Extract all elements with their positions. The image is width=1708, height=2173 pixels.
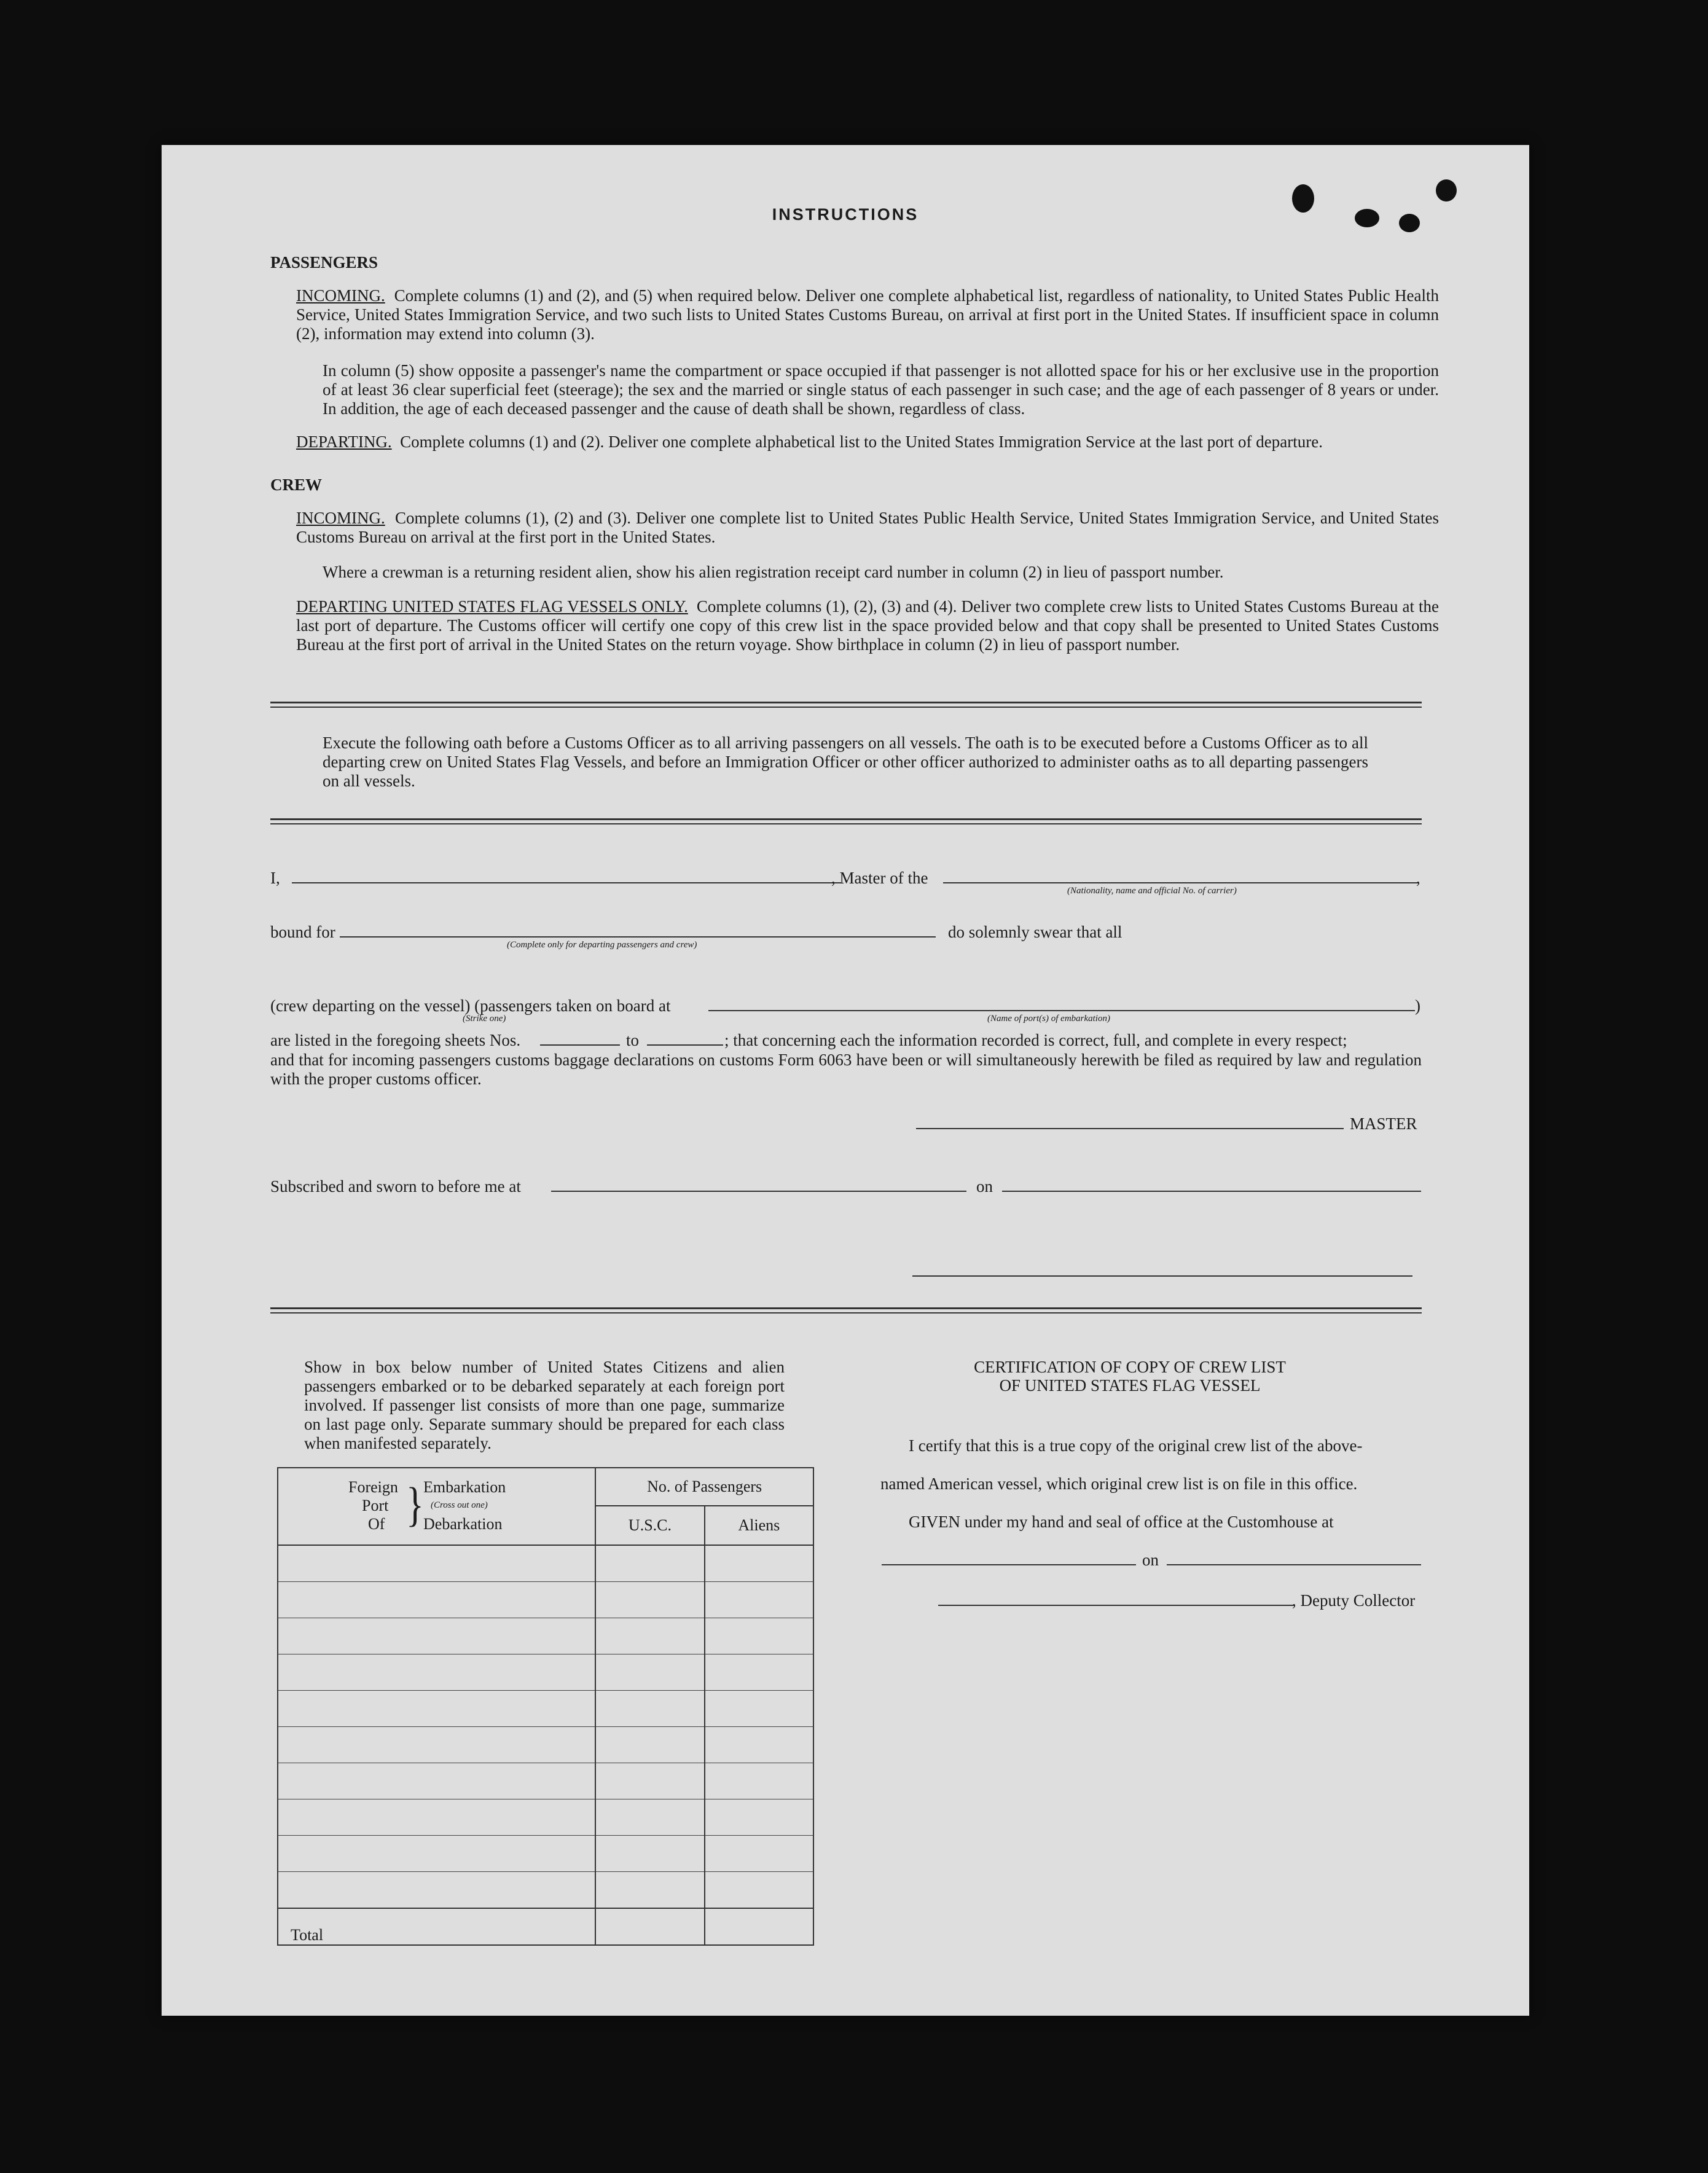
aliens-cell[interactable]	[705, 1763, 813, 1799]
passengers-departing	[296, 433, 1439, 452]
crew-incoming-label: INCOMING.	[296, 509, 385, 527]
crew-incoming-text: Complete columns (1), (2) and (3). Deliver one complete list to United States Public Health Service, United States Immigration Service, and United States Customs Bureau on arrival at the first port in the United States.	[296, 509, 1440, 546]
deputy-signature-line[interactable]	[938, 1605, 1293, 1606]
certification-heading-2: OF UNITED STATES FLAG VESSEL	[999, 1376, 1261, 1395]
master-signature-line[interactable]	[916, 1128, 1344, 1129]
divider	[270, 707, 1422, 708]
aliens-total-cell[interactable]	[705, 1908, 813, 1945]
aliens-cell[interactable]	[705, 1545, 813, 1582]
divider	[270, 1312, 1422, 1314]
passengers-column5: In column (5) show opposite a passenger's name the compartment or space occupied if that passenger is not allotted space for his or her exclusive use in the proportion of at least 36 clear superficial feet (steerage); the sex and the married or single status of each passenger in such case; and the age of each passenger of 8 years or under. In addition, the age of each deceased passenger and the cause of death shall be shown, regardless of class.	[323, 361, 1439, 418]
port-label: Port	[362, 1497, 389, 1514]
oath-comma: ,	[1416, 869, 1420, 887]
master-label: MASTER	[1350, 1114, 1417, 1133]
brace-icon: }	[406, 1478, 424, 1531]
port-cell[interactable]	[278, 1727, 595, 1763]
usc-cell[interactable]	[595, 1872, 704, 1909]
crew-departing	[296, 597, 1439, 654]
sworn-place-line[interactable]	[551, 1191, 966, 1192]
certification-line-3: GIVEN under my hand and seal of office at the Customhouse at	[909, 1513, 1334, 1531]
cross-out-note: (Cross out one)	[431, 1500, 488, 1510]
crew-heading: CREW	[270, 476, 323, 494]
ports-line[interactable]	[708, 1010, 1415, 1011]
customhouse-line[interactable]	[882, 1564, 1136, 1565]
usc-cell[interactable]	[595, 1654, 704, 1691]
ports-note: (Name of port(s) of embarkation)	[987, 1014, 1110, 1024]
usc-cell[interactable]	[595, 1763, 704, 1799]
divider	[270, 818, 1422, 820]
crew-departing-text: Complete columns (1), (2), (3) and (4). Deliver two complete crew lists to United States Customs Bureau at the last port of departure. The Customs officer will certify one copy of this crew list in the space provided below and that copy shall be presented to United States Customs Bureau at the first port of arrival in the United States on the return voyage. Show birthplace in column (2) in lieu of passport number.	[296, 597, 1439, 654]
usc-cell[interactable]	[595, 1582, 704, 1618]
oath-listed-to: to	[626, 1031, 640, 1049]
certification-line-1: I certify that this is a true copy of the original crew list of the above-	[909, 1436, 1363, 1455]
foreign-label: Foreign	[348, 1478, 398, 1496]
port-cell[interactable]	[278, 1872, 595, 1909]
port-cell[interactable]	[278, 1691, 595, 1727]
page-title: INSTRUCTIONS	[772, 205, 919, 224]
sheet-from-line[interactable]	[540, 1044, 620, 1046]
aliens-cell[interactable]	[705, 1691, 813, 1727]
oath-close-paren: )	[1415, 996, 1420, 1015]
port-cell[interactable]	[278, 1582, 595, 1618]
oath-i: I,	[270, 869, 280, 887]
oath-swear: do solemnly swear that all	[948, 923, 1122, 941]
oath-intro: Execute the following oath before a Customs Officer as to all arriving passengers on all vessels. The oath is to be executed before a Customs Officer as to all departing crew on United States Flag Vessels, and before an Immigration Officer or other officer authorized to administer oaths as to all departing passengers on all vessels.	[323, 734, 1368, 790]
certification-date-line[interactable]	[1167, 1564, 1421, 1565]
port-cell[interactable]	[278, 1836, 595, 1872]
usc-cell[interactable]	[595, 1618, 704, 1654]
no-passengers-header: No. of Passengers	[595, 1468, 813, 1506]
usc-cell[interactable]	[595, 1799, 704, 1836]
summary-text: Show in box below number of United States Citizens and alien passengers embarked or to be debarked separately at each foreign port involved. If passenger list consists of more than one page, summarize on last page only. Separate summary should be prepared for each class when manifested separately.	[304, 1358, 785, 1452]
sworn-on: on	[976, 1177, 993, 1196]
embarkation-label: Embarkation	[423, 1478, 506, 1496]
departing-note: (Complete only for departing passengers and crew)	[507, 940, 697, 950]
passengers-incoming-label: INCOMING.	[296, 286, 385, 305]
deputy-collector-label: , Deputy Collector	[1292, 1591, 1416, 1610]
passengers-incoming	[296, 286, 1439, 343]
divider	[270, 702, 1422, 703]
aliens-cell[interactable]	[705, 1872, 813, 1909]
carrier-note: (Nationality, name and official No. of carrier)	[1067, 886, 1237, 896]
total-label: Total	[278, 1908, 595, 1945]
aliens-cell[interactable]	[705, 1618, 813, 1654]
usc-total-cell[interactable]	[595, 1908, 704, 1945]
of-label: Of	[368, 1515, 385, 1533]
carrier-line[interactable]	[943, 882, 1417, 883]
usc-header: U.S.C.	[595, 1506, 704, 1545]
usc-cell[interactable]	[595, 1691, 704, 1727]
port-cell[interactable]	[278, 1545, 595, 1582]
crew-incoming	[296, 509, 1439, 547]
oath-listed-a: are listed in the foregoing sheets Nos.	[270, 1031, 521, 1049]
passengers-incoming-text: Complete columns (1) and (2), and (5) when required below. Deliver one complete alphabetical list, regardless of nationality, to United States Public Health Service, United States Immigration Service, and two such lists to United States Customs Bureau, on arrival at first port in the United States. If insufficient space in column (2), information may extend into column (3).	[296, 286, 1440, 343]
usc-cell[interactable]	[595, 1545, 704, 1582]
sworn-date-line[interactable]	[1002, 1191, 1421, 1192]
aliens-cell[interactable]	[705, 1799, 813, 1836]
crew-departing-label: DEPARTING UNITED STATES FLAG VESSELS ONLY.	[296, 597, 688, 616]
debarkation-label: Debarkation	[423, 1515, 503, 1533]
aliens-cell[interactable]	[705, 1582, 813, 1618]
passengers-departing-label: DEPARTING.	[296, 433, 392, 451]
certification-line-2: named American vessel, which original crew list is on file in this office.	[880, 1474, 1358, 1493]
name-line[interactable]	[292, 882, 841, 883]
oath-crew-passengers: (crew departing on the vessel) (passengers taken on board at	[270, 996, 671, 1015]
divider	[270, 1307, 1422, 1309]
bound-for-line[interactable]	[340, 936, 936, 938]
passengers-heading: PASSENGERS	[270, 253, 378, 272]
aliens-header: Aliens	[705, 1506, 813, 1545]
port-cell[interactable]	[278, 1799, 595, 1836]
oath-bound-for: bound for	[270, 923, 335, 941]
passenger-summary-table	[277, 1467, 814, 1946]
port-cell[interactable]	[278, 1763, 595, 1799]
oath-listed-rest: and that for incoming passengers customs baggage declarations on customs Form 6063 have been or will simultaneously herewith be filed as required by law and regulation with the proper customs officer.	[270, 1051, 1422, 1088]
port-cell[interactable]	[278, 1618, 595, 1654]
aliens-cell[interactable]	[705, 1836, 813, 1872]
sheet-to-line[interactable]	[647, 1044, 723, 1046]
port-header-cell	[278, 1468, 595, 1545]
passengers-departing-text: Complete columns (1) and (2). Deliver one complete alphabetical list to the United States Immigration Service at the last port of departure.	[400, 433, 1323, 451]
oath-listed-b: ; that concerning each the information recorded is correct, full, and complete in every respect;	[724, 1031, 1347, 1049]
aliens-cell[interactable]	[705, 1654, 813, 1691]
divider	[270, 823, 1422, 824]
strike-one-note: (Strike one)	[463, 1014, 506, 1024]
crew-alien: Where a crewman is a returning resident alien, show his alien registration receipt card number in column (2) in lieu of passport number.	[323, 563, 1224, 581]
port-cell[interactable]	[278, 1654, 595, 1691]
usc-cell[interactable]	[595, 1836, 704, 1872]
certification-heading-1: CERTIFICATION OF COPY OF CREW LIST	[974, 1358, 1286, 1376]
oath-master-of: , Master of the	[831, 869, 928, 887]
aliens-cell[interactable]	[705, 1727, 813, 1763]
subscribed-text: Subscribed and sworn to before me at	[270, 1177, 521, 1196]
usc-cell[interactable]	[595, 1727, 704, 1763]
officer-signature-line[interactable]	[912, 1275, 1412, 1277]
ink-blot	[1436, 179, 1457, 202]
certification-on: on	[1142, 1551, 1159, 1569]
form-sheet	[162, 145, 1529, 2016]
